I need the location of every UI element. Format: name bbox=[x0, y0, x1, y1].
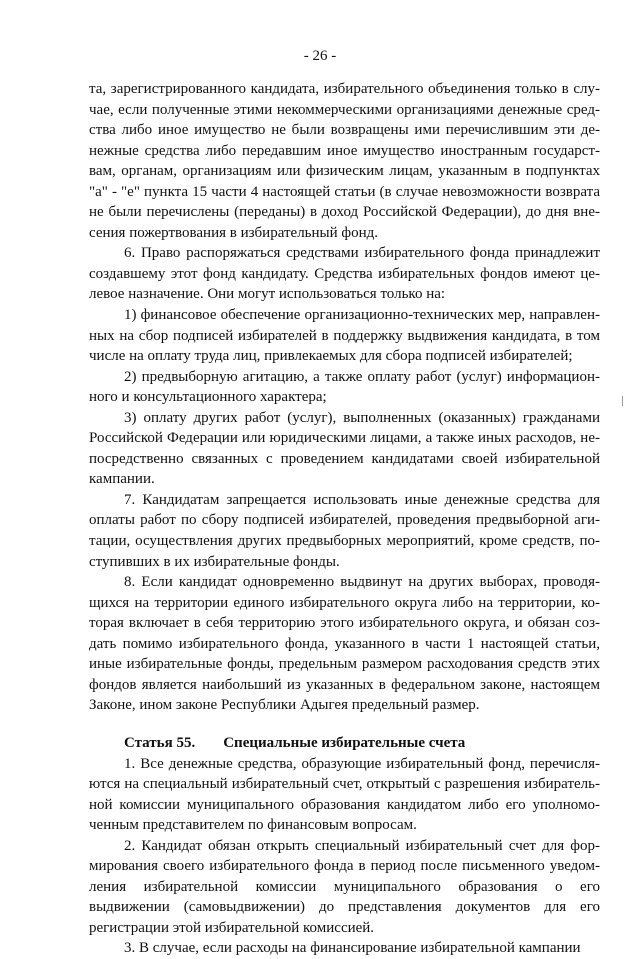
article-label: Статья 55. bbox=[124, 734, 196, 751]
paragraph-7: 7. Кандидатам запрещается использовать иные денежные средства для оплаты работ по сбору подписей избирателей, проведения предвыборной агитации, осуществления других предвыборных мероприятий, кроме средств, поступивших в их избирательные фонды. bbox=[89, 491, 600, 570]
document-body bbox=[89, 79, 600, 959]
article-title: Специальные избирательные счета bbox=[223, 734, 466, 751]
article-heading bbox=[89, 733, 600, 754]
article-paragraph-2: 2. Кандидат обязан открыть специальный избирательный счет для формирования своего избирательного фонда в период после письменного уведомления избирательной комиссии муниципального образования о его выдвижении (самовыдвижении) до представления документов для его регистрации этой избирательной комиссией. bbox=[89, 837, 600, 936]
paragraph-6: 6. Право распоряжаться средствами избирательного фонда принадлежит создавшему этот фонд кандидату. Средства избирательных фондов имеют целевое назначение. Они могут использоваться только на: bbox=[89, 245, 600, 303]
list-item-3: 3) оплату других работ (услуг), выполненных (оказанных) гражданами Российской Федерации или юридическими лицами, а также иных расходов, непосредственно связанных с проведением кандидатами своей избирательной кампании. bbox=[89, 409, 600, 488]
page-number: - 26 - bbox=[303, 48, 337, 64]
list-item-2: 2) предвыборную агитацию, а также оплату работ (услуг) информационного и консультационного характера; bbox=[89, 368, 600, 406]
margin-mark bbox=[622, 396, 623, 406]
paragraph-8: 8. Если кандидат одновременно выдвинут на других выборах, проводящихся на территории единого избирательного округа либо на территории, которая включает в себя территорию этого избирательного округа, и обязан создать помимо избирательного фонда, указанного в части 1 настоящей статьи, иные избирательные фонды, предельным размером расходования средств этих фондов является наибольший из указанных в федеральном законе, настоящем Законе, ином законе Республики Адыгея предельный размер. bbox=[89, 574, 600, 714]
list-item-1: 1) финансовое обеспечение организационно-технических мер, направленных на сбор подписей избирателей в поддержку выдвижения кандидата, в том числе на оплату труда лиц, привлекаемых для сбора подписей избирателей; bbox=[89, 307, 600, 365]
paragraph-continuation: та, зарегистрированного кандидата, избирательного объединения только в случае, если полученные этими некоммерческими организациями денежные средства либо иное имущество не были возвращены ими перечислившим эти денежные средства либо передавшим иное имущество иностранным государствам, органам, организациям или физическим лицам, указанным в подпунктах "а" - "е" пункта 15 части 4 настоящей статьи (в случае невозможности возврата не были перечислены (переданы) в доход Российской Федерации), до дня внесения пожертвования в избирательный фонд. bbox=[89, 81, 600, 241]
article-paragraph-1: 1. Все денежные средства, образующие избирательный фонд, перечисляются на специальный избирательный счет, открытый с разрешения избирательной комиссии муниципального образования кандидатом либо его уполномоченным представителем по финансовым вопросам. bbox=[89, 755, 600, 834]
article-paragraph-3: 3. В случае, если расходы на финансирование избирательной кампании bbox=[124, 940, 581, 957]
